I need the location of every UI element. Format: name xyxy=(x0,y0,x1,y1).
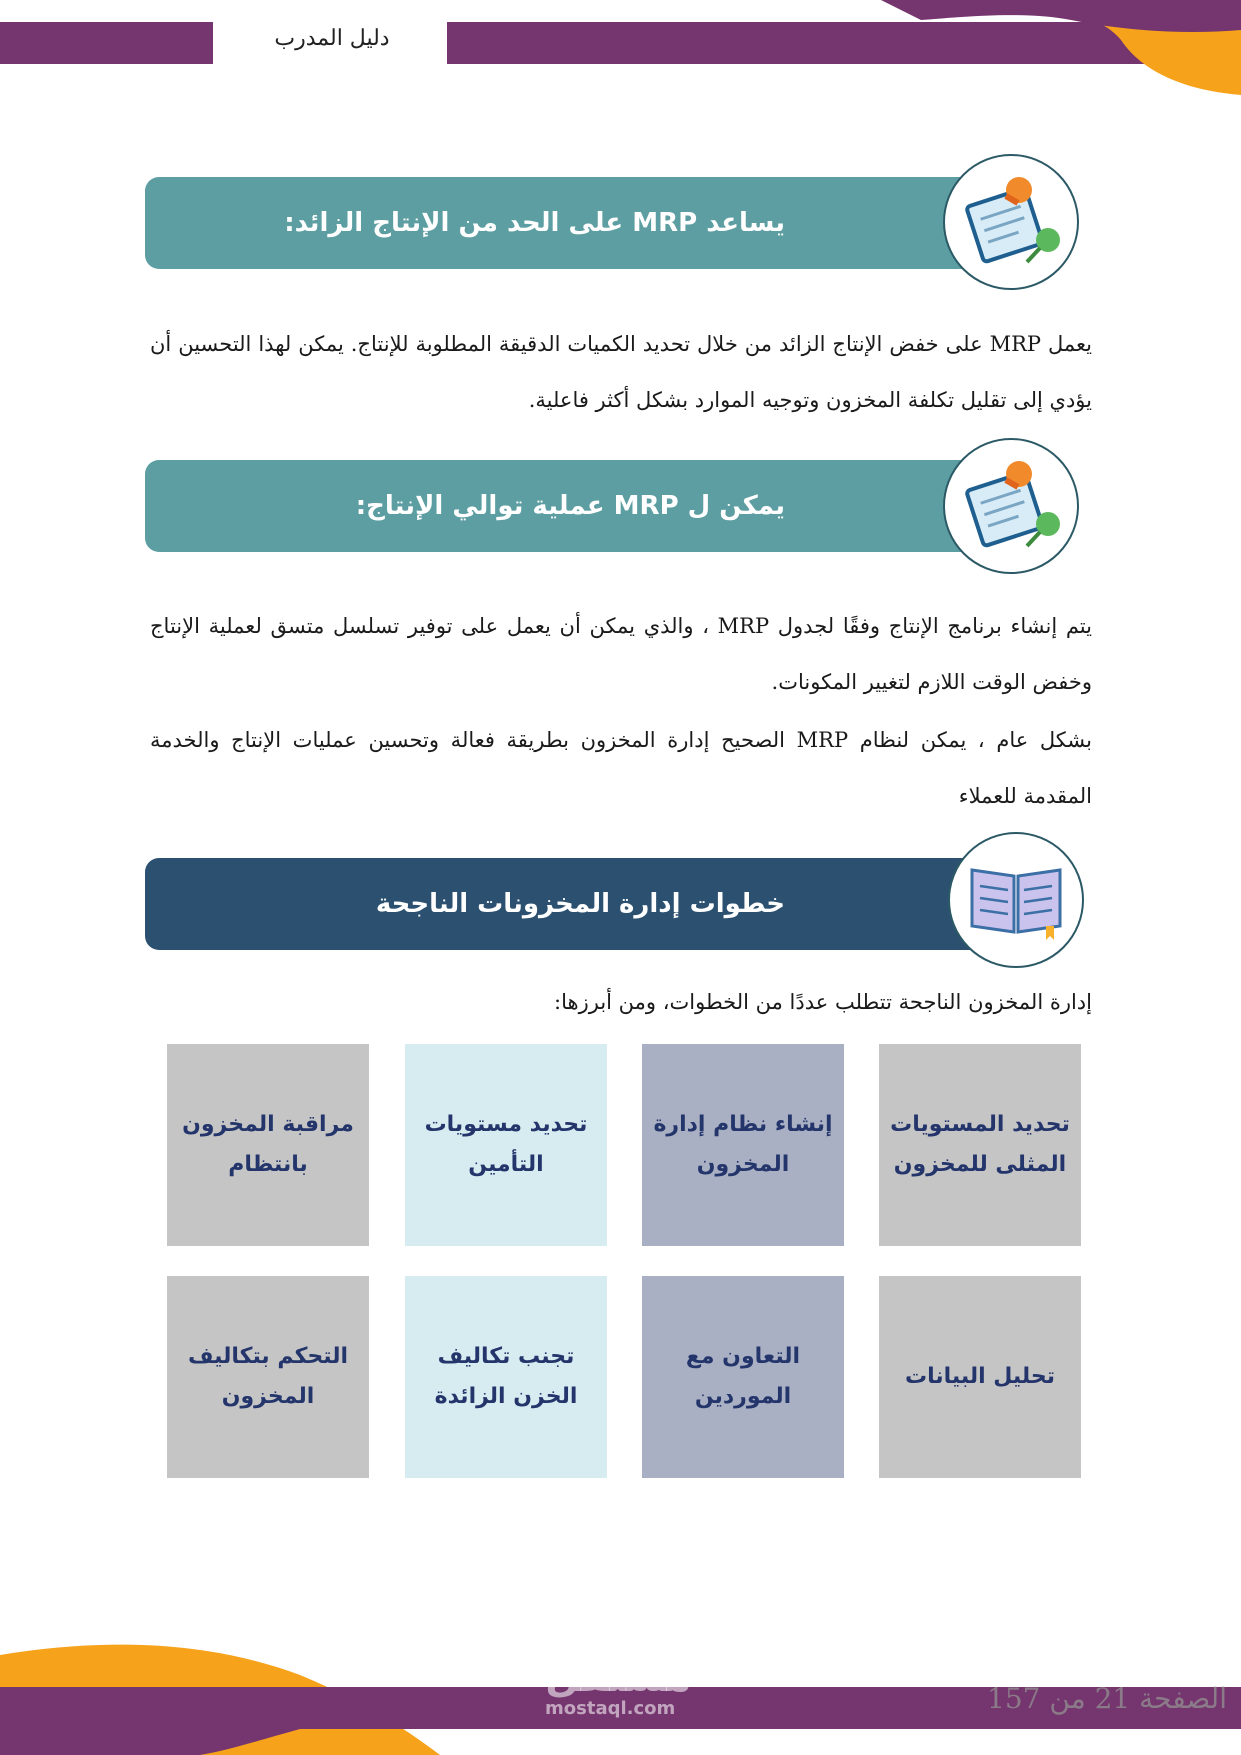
section-paragraph: يتم إنشاء برنامج الإنتاج وفقًا لجدول MRP ، والذي يمكن أن يعمل على توفير تسلسل متسق لعملية الإنتاج وخفض الوقت اللازم لتغيير المكونات. xyxy=(150,614,1092,694)
section-heading: يساعد MRP على الحد من الإنتاج الزائد: xyxy=(284,208,785,238)
page-number: الصفحة 21 من 157 xyxy=(987,1682,1227,1715)
section-banner-mrp-sequencing xyxy=(145,460,995,552)
pinned-note-icon xyxy=(943,438,1079,574)
step-box: إنشاء نظام إدارة المخزون xyxy=(642,1044,844,1246)
header-wave-decoration xyxy=(821,0,1241,95)
section-banner-inventory-steps xyxy=(145,858,995,950)
section-paragraph: يعمل MRP على خفض الإنتاج الزائد من خلال تحديد الكميات الدقيقة المطلوبة للإنتاج. يمكن لهذا التحسين أن يؤدي إلى تقليل تكلفة المخزون وتوجيه الموارد بشكل أكثر فاعلية. xyxy=(150,332,1092,412)
section-heading: يمكن ل MRP عملية توالي الإنتاج: xyxy=(355,491,785,521)
pinned-note-icon xyxy=(943,154,1079,290)
open-book-icon xyxy=(948,832,1084,968)
page-header-title: دليل المدرب xyxy=(274,26,390,51)
steps-intro: إدارة المخزون الناجحة تتطلب عددًا من الخطوات، ومن أبرزها: xyxy=(554,990,1092,1014)
section-paragraph: بشكل عام ، يمكن لنظام MRP الصحيح إدارة المخزون بطريقة فعالة وتحسين عمليات الإنتاج والخدمة المقدمة للعملاء xyxy=(150,728,1092,808)
step-box: تحليل البيانات xyxy=(879,1276,1081,1478)
section-banner-mrp-overproduction xyxy=(145,177,995,269)
section-heading: خطوات إدارة المخزونات الناجحة xyxy=(375,889,785,919)
step-box: تجنب تكاليف الخزن الزائدة xyxy=(405,1276,607,1478)
header-bar-left xyxy=(0,22,213,64)
step-box: مراقبة المخزون بانتظام xyxy=(167,1044,369,1246)
watermark-logo: مستقل xyxy=(545,1655,692,1701)
step-box: التعاون مع الموردين xyxy=(642,1276,844,1478)
step-box: تحديد مستويات التأمين xyxy=(405,1044,607,1246)
watermark-url: mostaql.com xyxy=(545,1698,676,1719)
step-box: تحديد المستويات المثلى للمخزون xyxy=(879,1044,1081,1246)
step-box: التحكم بتكاليف المخزون xyxy=(167,1276,369,1478)
